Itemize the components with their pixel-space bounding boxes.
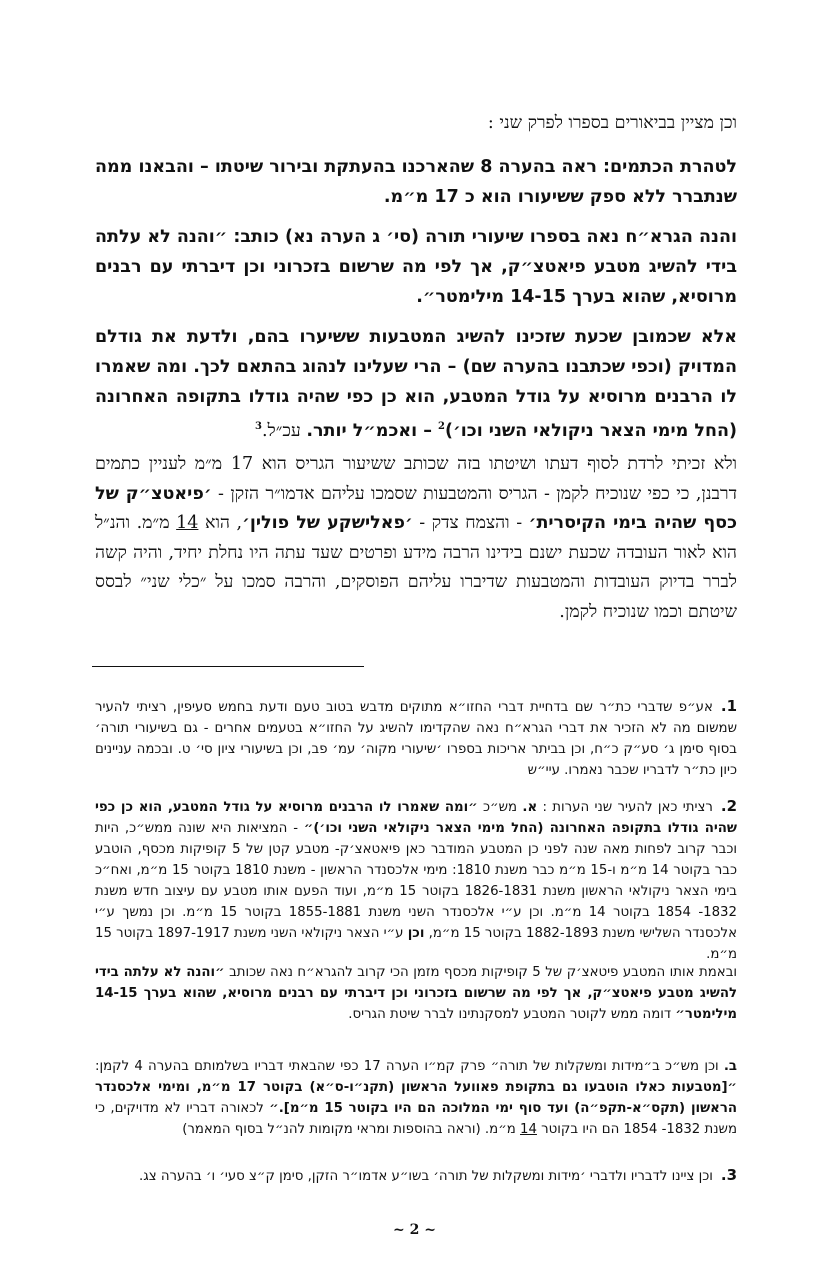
paragraph-3-part-b: – ואכמ״ל יותר. xyxy=(306,420,439,441)
footnote-1 xyxy=(95,696,737,781)
footnote-2-continuation: ובאמת אותו המטבע פיטאצ׳ק של 5 קופיקות מכסף מזמן הכי קרוב להגרא״ח נאה שכותב ״והנה לא עלתה בידי להשיג מטבע פיאטצ״ק, אך לפי מה שרשום בזכרוני וכן דיברתי עם רבנים מרוסיא, שהוא בערך 14-15 מילימטר״ דומה ממש לקוטר המטבע למסקנתינו לברר שיטת הגריס. xyxy=(95,965,738,1022)
footnote-1-number: 1. xyxy=(720,697,737,715)
lead-line: וכן מציין בביאורים בספרו לפרק שני : xyxy=(487,113,737,133)
paragraph-3 xyxy=(95,322,737,446)
footnote-2: 2.רציתי כאן להעיר שני הערות : א. מש״כ ״ומה שאמרו לו הרבנים מרוסיא על גודל המטבע, הוא כן כפי שהיה גודלו בתקופה האחרונה (החל מימי הצאר ניקולאי השני וכו׳)״ - המציאות היא שונה ממש״כ, היות וכבר קרוב לפחות מאה שנה לפני כן המטבע המודבר כאן פיאטאצ׳ק- מטבע קטן של 5 קופיקות מכסף, הוטבע כבר בקוטר 14 מ״מ ו-15 מ״מ כבר משנת 1810: מימי אלכסנדר הראשון - משנת 1810 בקוטר 15 מ״מ, ואח״כ בימי הצאר ניקולאי הראשון משנת 1826-1831 בקוטר 15 מ״מ, ועוד הפעם אותו מטבע עם עיצוב חדש משנת 1832- 1854 בקוטר 14 מ״מ. וכן ע״י אלכסנדר השני משנת 1855-1881 בקוטר 15 מ״מ. וכן נמשך ע״י אלכסנדר השלישי משנת 1882-1893 בקוטר 15 מ״מ, וכן ע״י הצאר ניקולאי השני משנת 1897-1917 בקוטר 15 מ״מ. xyxy=(95,797,738,962)
footnote-2-number: 2. xyxy=(720,797,737,815)
footnote-3-number: 3. xyxy=(720,1166,737,1184)
paragraph-2 xyxy=(95,222,737,312)
footnote-3 xyxy=(95,1165,737,1187)
quote-polishka: ׳פאלישקע של פולין׳ xyxy=(242,513,413,533)
footnote-3-text: וכן ציינו לדבריו ולדברי ׳מידות ומשקלות של תורה׳ בשו״ע אדמו״ר הזקן, סימן ק״צ סעי׳ ו׳ בהערה צג. xyxy=(139,1169,713,1184)
paragraph-1-text: לטהרת הכתמים: ראה בהערה 8 שהארכנו בהעתקת ובירור שיטתו – והבאנו ממה שנתברר ללא ספק ששיעורו הוא כ 17 מ״מ. xyxy=(95,157,738,207)
footnote-ref-2[interactable]: 2 xyxy=(438,421,446,432)
paragraph-3-part-a: אלא שכמובן שכעת שזכינו להשיג המטבעות ששיערו בהם, ולדעת את גודלם המדויק (וכפי שכתבנו בהערה שם) – הרי שעלינו לנהוג בהתאם לכך. ומה שאמרו לו הרבנים מרוסיא על גודל המטבע, הוא כן כפי שהיה גודלו בתקופה האחרונה (החל מימי הצאר ניקולאי השני וכו׳) xyxy=(95,327,737,441)
footnote-1-text: אע״פ שדברי כת״ר שם בדחיית דברי החזו״א מתוקים מדבש בטוב טעם ודעת בחמש סעיפין, רציתי להעיר שמשום מה לא הזכיר את דברי הגרא״ח נאה שהקדימו להשיג על החזו״א בטעמים אחרים - גם בשיעורי תורה׳ בסוף סימן ג׳ סע״ק כ״ח, וכן בביתר אריכות בספרו ׳שיעורי מקוה׳ עמ׳ פב, וכן בשיעורי ציון סי׳ ט. ובכמה עניינים כיון כת״ר לדבריו שכבר נאמרו. עיי״ש xyxy=(95,700,737,778)
paragraph-1 xyxy=(95,152,737,212)
page-number: ~ 2 ~ xyxy=(393,1222,436,1238)
paragraph-4: ולא זכיתי לרדת לסוף דעתו ושיטתו בזה שכותב ששיעור הגריס הוא 17 מ״מ לעניין כתמים דרבנן, כי כפי שנוכיח לקמן - הגריס והמטבעות שסמכו עליהם אדמו״ר הזקן - ׳פיאטצ״ק של כסף שהיה בימי הקיסרית׳ - והצמח צדק - ׳פאלישקע של פולין׳, הוא 14 מ״מ. והנ״ל הוא לאור העובדה שכעת ישנם בידינו הרבה מידע ופרטים שעד עתה היו נחלת יחיד, והיה קשה לברר בדיוק העובדות והמטבעות שדיברו עליהם הפוסקים, והרבה סמכו על ״כלי שני״ לבסס שיטתם וכמו שנוכיח לקמן. xyxy=(95,454,737,622)
footnote-ref-3[interactable]: 3 xyxy=(254,421,262,432)
quote-piatchak: ׳פיאטצ״ק של כסף שהיה בימי הקיסרית׳ xyxy=(95,483,737,533)
underlined-14: 14 xyxy=(176,513,199,533)
footnote-2-b: ב. וכן מש״כ ב״מידות ומשקלות של תורה״ פרק קמ״ו הערה 17 כפי שהבאתי דבריו בשלמותם בהערה 4 לקמן: ״[מטבעות כאלו הוטבעו גם בתקופת פאוועל הראשון (תקנ״ו-ס״א) בקוטר 17 מ״מ, ומימי אלכסנדר הראשון (תקס״א-תקפ״ה) ועד סוף ימי המלוכה הם היו בקוטר 15 מ״מ].״ לכאורה דבריו לא מדויקים, כי משנת 1832- 1854 הם היו בקוטר 14 מ״מ. (וראה בהוספות ומראי מקומות להנ״ל בסוף המאמר) xyxy=(95,1059,737,1137)
footnote-separator xyxy=(92,666,364,667)
paragraph-2-text: והנה הגרא״ח נאה בספרו שיעורי תורה (סי׳ ג הערה נא) כותב: ״והנה לא עלתה בידי להשיג מטבע פיאטצ״ק, אך לפי מה שרשום בזכרוני וכן דיברתי עם רבנים מרוסיא, שהוא בערך 14-15 מילימטר״. xyxy=(95,227,737,307)
paragraph-3-part-c: עכ״ל. xyxy=(261,420,307,441)
